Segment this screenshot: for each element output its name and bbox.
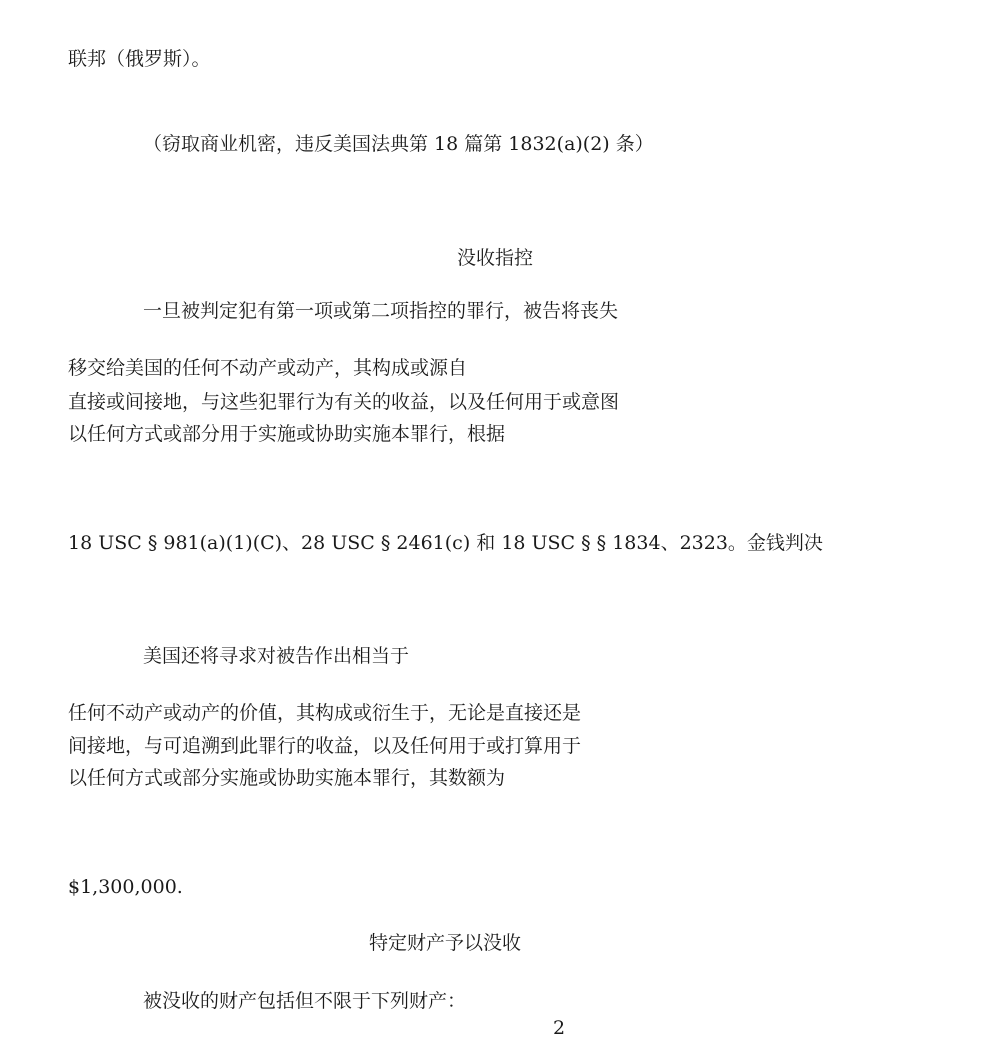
money-body-line-1: 任何不动产或动产的价值，其构成或衍生于，无论是直接还是 <box>68 702 582 724</box>
charge-statute: （窃取商业机密，违反美国法典第 18 篇第 1832(a)(2) 条） <box>143 133 654 155</box>
specific-intro: 被没收的财产包括但不限于下列财产： <box>143 990 467 1012</box>
forfeiture-body-line-1: 移交给美国的任何不动产或动产，其构成或源自 <box>68 357 468 379</box>
money-intro: 美国还将寻求对被告作出相当于 <box>143 645 410 667</box>
top-line: 联邦（俄罗斯）。 <box>68 48 211 70</box>
page-number: 2 <box>553 1017 566 1039</box>
money-body-line-2: 间接地，与可追溯到此罪行的收益，以及任何用于或打算用于 <box>68 735 582 757</box>
forfeiture-body-line-3: 以任何方式或部分用于实施或协助实施本罪行，根据 <box>68 423 506 445</box>
forfeiture-body-line-2: 直接或间接地，与这些犯罪行为有关的收益，以及任何用于或意图 <box>68 391 620 413</box>
forfeiture-intro: 一旦被判定犯有第一项或第二项指控的罪行，被告将丧失 <box>143 300 619 322</box>
forfeiture-heading: 没收指控 <box>456 247 533 269</box>
specific-heading: 特定财产予以没收 <box>368 932 521 954</box>
statute-line: 18 USC § 981(a)(1)(C)、28 USC § 2461(c) 和 18 USC § § 1834、2323。金钱判决 <box>68 532 823 554</box>
money-body-line-3: 以任何方式或部分实施或协助实施本罪行，其数额为 <box>68 767 506 789</box>
amount: $1,300,000. <box>68 876 183 898</box>
